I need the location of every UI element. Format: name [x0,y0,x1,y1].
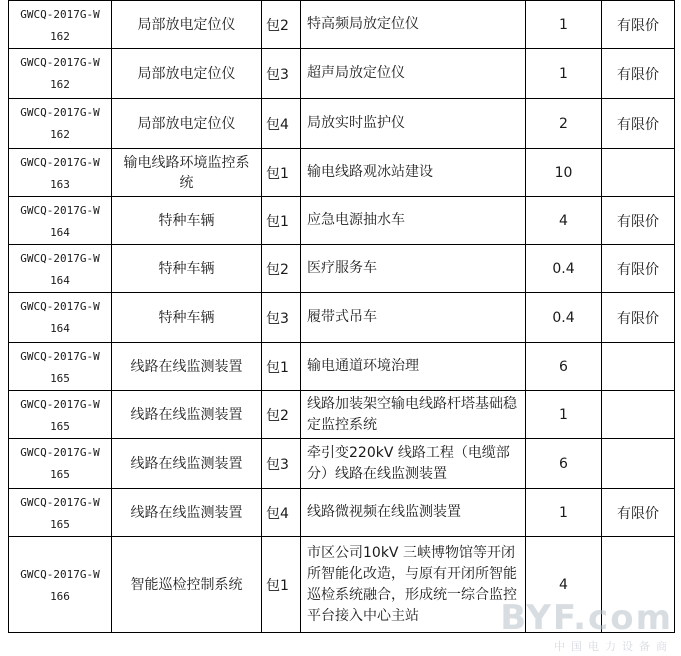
price-limit-cell [602,391,675,439]
item-name-cell: 医疗服务车 [301,245,526,293]
package-code-cell: GWCQ-2017G-W 164 [9,197,112,245]
package-code-cell: GWCQ-2017G-W 165 [9,439,112,489]
package-number-cell: 包2 [262,391,301,439]
quantity-cell: 0.4 [526,245,602,293]
price-limit-cell: 有限价 [602,245,675,293]
quantity-cell: 1 [526,49,602,99]
item-name-cell: 线路加装架空输电线路杆塔基础稳定监控系统 [301,391,526,439]
quantity-cell: 10 [526,149,602,197]
quantity-cell: 4 [526,197,602,245]
item-name-cell: 履带式吊车 [301,293,526,343]
quantity-cell: 6 [526,439,602,489]
item-name-cell: 输电线路观冰站建设 [301,149,526,197]
price-limit-cell: 有限价 [602,99,675,149]
package-number-cell: 包3 [262,439,301,489]
package-number-cell: 包2 [262,245,301,293]
quantity-cell: 1 [526,489,602,537]
item-name-cell: 牵引变220kV 线路工程（电缆部分）线路在线监测装置 [301,439,526,489]
project-name-cell: 局部放电定位仪 [112,1,262,49]
price-limit-cell: 有限价 [602,1,675,49]
project-name-cell: 线路在线监测装置 [112,391,262,439]
price-limit-cell [602,439,675,489]
table-row [9,1,675,49]
project-name-cell: 特种车辆 [112,245,262,293]
item-name-cell: 线路微视频在线监测装置 [301,489,526,537]
table-row [9,99,675,149]
project-name-cell: 局部放电定位仪 [112,99,262,149]
package-code-cell: GWCQ-2017G-W 166 [9,537,112,633]
package-number-cell: 包1 [262,149,301,197]
table-row [9,439,675,489]
table-body [9,1,675,633]
price-limit-cell [602,149,675,197]
package-number-cell: 包2 [262,1,301,49]
package-code-cell: GWCQ-2017G-W 165 [9,489,112,537]
table-row [9,489,675,537]
table-row [9,197,675,245]
price-limit-cell: 有限价 [602,197,675,245]
price-limit-cell: 有限价 [602,489,675,537]
project-name-cell: 线路在线监测装置 [112,343,262,391]
project-name-cell: 特种车辆 [112,293,262,343]
package-code-cell: GWCQ-2017G-W 162 [9,49,112,99]
project-name-cell: 特种车辆 [112,197,262,245]
package-number-cell: 包3 [262,293,301,343]
package-number-cell: 包3 [262,49,301,99]
package-code-cell: GWCQ-2017G-W 165 [9,343,112,391]
price-limit-cell: 有限价 [602,293,675,343]
item-name-cell: 局放实时监护仪 [301,99,526,149]
quantity-cell: 1 [526,1,602,49]
package-code-cell: GWCQ-2017G-W 163 [9,149,112,197]
table-row [9,49,675,99]
item-name-cell: 应急电源抽水车 [301,197,526,245]
quantity-cell: 1 [526,391,602,439]
item-name-cell: 市区公司10kV 三峡博物馆等开闭所智能化改造，与原有开闭所智能巡检系统融合，形成统一综合监控平台接入中心主站 [301,537,526,633]
table-row [9,293,675,343]
project-name-cell: 输电线路环境监控系统 [112,149,262,197]
package-code-cell: GWCQ-2017G-W 162 [9,1,112,49]
table-row [9,245,675,293]
item-name-cell: 输电通道环境治理 [301,343,526,391]
watermark-tagline: 中国电力设备商 [554,640,673,653]
item-name-cell: 特高频局放定位仪 [301,1,526,49]
project-name-cell: 局部放电定位仪 [112,49,262,99]
table-row [9,149,675,197]
item-name-cell: 超声局放定位仪 [301,49,526,99]
table-row [9,391,675,439]
package-code-cell: GWCQ-2017G-W 164 [9,245,112,293]
project-name-cell: 线路在线监测装置 [112,489,262,537]
package-code-cell: GWCQ-2017G-W 162 [9,99,112,149]
table-row [9,537,675,633]
watermark-logo: BYF.com [500,598,673,638]
price-limit-cell [602,343,675,391]
package-number-cell: 包1 [262,537,301,633]
package-number-cell: 包1 [262,343,301,391]
quantity-cell: 2 [526,99,602,149]
price-limit-cell [602,537,675,633]
quantity-cell: 4 [526,537,602,633]
package-code-cell: GWCQ-2017G-W 165 [9,391,112,439]
procurement-table-sheet [8,0,675,633]
package-code-cell: GWCQ-2017G-W 164 [9,293,112,343]
quantity-cell: 0.4 [526,293,602,343]
quantity-cell: 6 [526,343,602,391]
procurement-table [8,0,675,633]
package-number-cell: 包1 [262,197,301,245]
project-name-cell: 智能巡检控制系统 [112,537,262,633]
package-number-cell: 包4 [262,99,301,149]
table-row [9,343,675,391]
package-number-cell: 包4 [262,489,301,537]
project-name-cell: 线路在线监测装置 [112,439,262,489]
price-limit-cell: 有限价 [602,49,675,99]
